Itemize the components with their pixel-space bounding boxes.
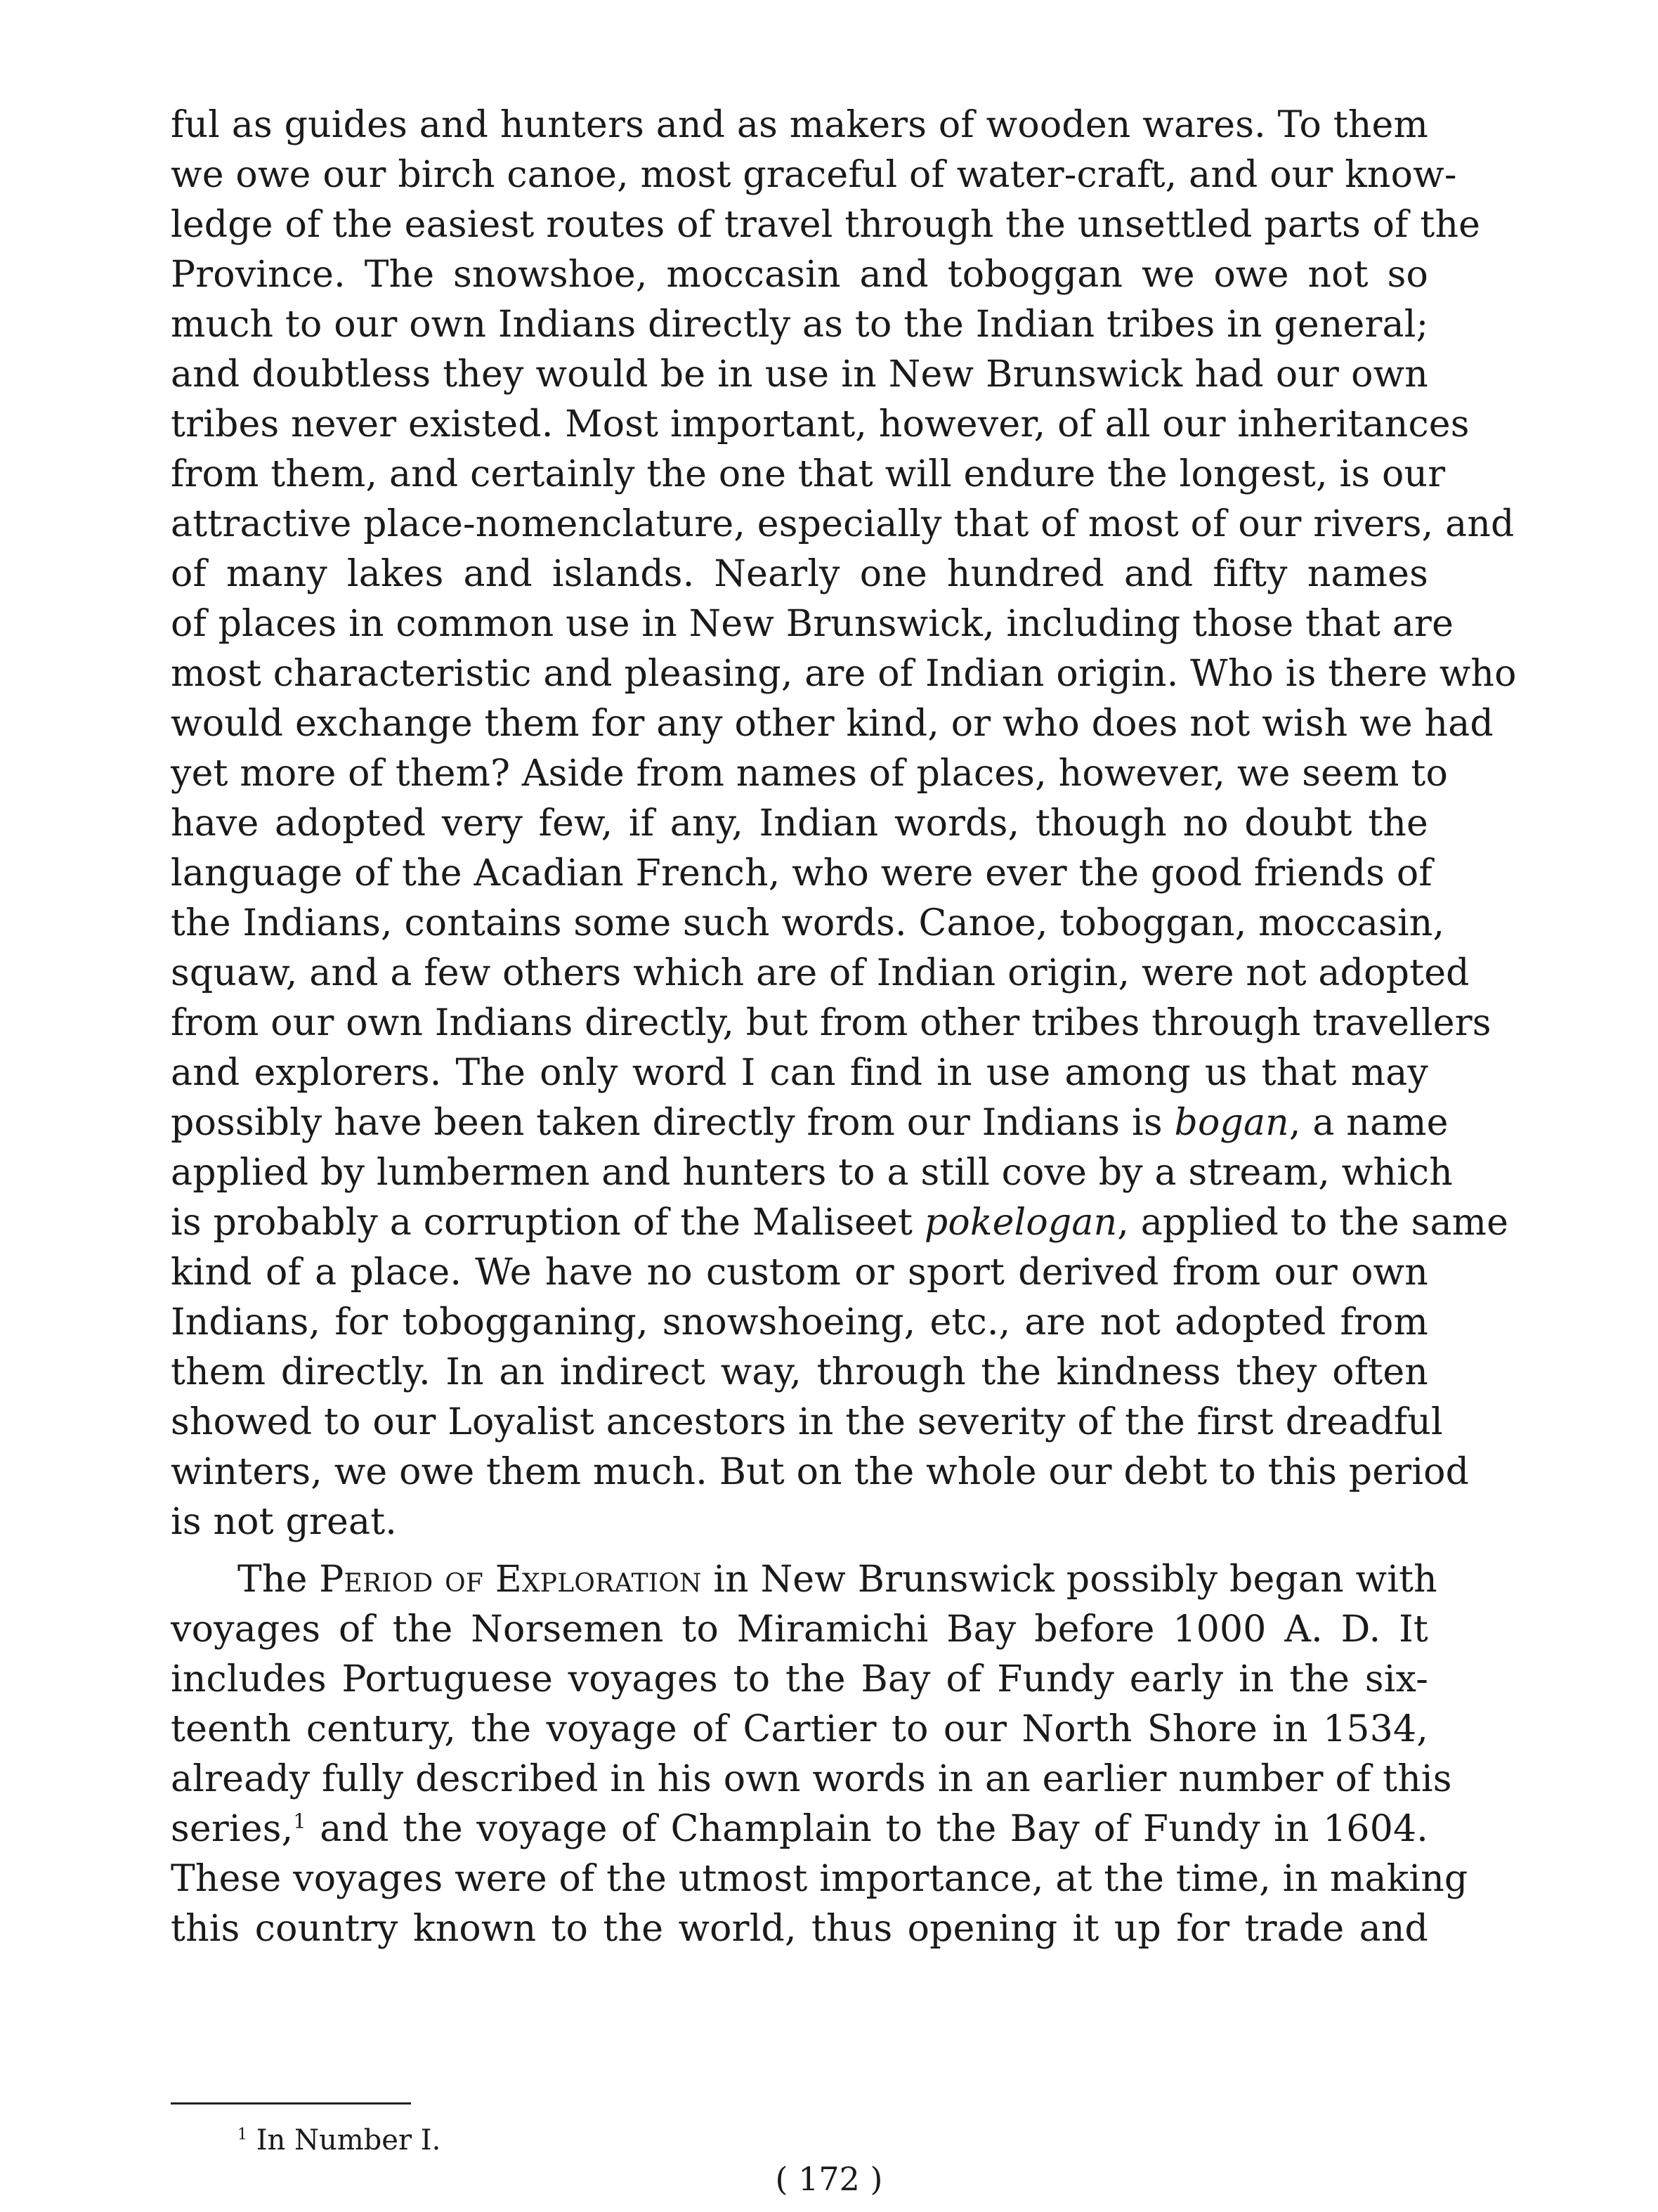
- text-line: them directly. In an indirect way, through the kindness they often: [171, 1351, 1428, 1393]
- italic-word: pokelogan: [924, 1202, 1118, 1244]
- text-line: from them, and certainly the one that will endure the longest, is our: [171, 453, 1446, 495]
- text-line: of many lakes and islands. Nearly one hundred and fifty names: [171, 553, 1428, 595]
- text-run: possibly have been taken directly from our Indians is: [171, 1102, 1175, 1144]
- footnote-marker: 1: [237, 2126, 247, 2144]
- section-term: Period of Exploration: [319, 1559, 702, 1601]
- text-line: voyages of the Norsemen to Miramichi Bay before 1000 A. D. It: [171, 1608, 1428, 1651]
- italic-word: bogan: [1174, 1102, 1289, 1144]
- text-line: winters, we owe them much. But on the whole our debt to this period: [171, 1451, 1470, 1493]
- paragraph-first-line: [237, 1554, 1437, 1605]
- text-run: is probably a corruption of the Maliseet: [171, 1202, 925, 1244]
- text-line: applied by lumbermen and hunters to a still cove by a stream, which: [171, 1152, 1453, 1194]
- text-line: from our own Indians directly, but from other tribes through travellers: [171, 1002, 1491, 1044]
- text-line: most characteristic and pleasing, are of Indian origin. Who is there who: [171, 653, 1517, 695]
- text-line: this country known to the world, thus opening it up for trade and: [171, 1908, 1428, 1950]
- text-line: teenth century, the voyage of Cartier to our North Shore in 1534,: [171, 1708, 1428, 1750]
- text-line: the Indians, contains some such words. Canoe, toboggan, moccasin,: [171, 902, 1445, 944]
- text-line: already fully described in his own words in an earlier number of this: [171, 1758, 1452, 1800]
- text-run: and the voyage of Champlain to the Bay of Fundy in 1604.: [306, 1808, 1428, 1850]
- text-line: These voyages were of the utmost importance, at the time, in making: [171, 1858, 1468, 1900]
- text-line: language of the Acadian French, who were ever the good friends of: [171, 852, 1432, 894]
- text-line: would exchange them for any other kind, or who does not wish we had: [171, 703, 1494, 745]
- text-line: Indians, for tobogganing, snowshoeing, etc., are not adopted from: [171, 1301, 1428, 1344]
- text-line: ledge of the easiest routes of travel through the unsettled parts of the: [171, 204, 1481, 246]
- text-line: yet more of them? Aside from names of places, however, we seem to: [171, 753, 1448, 795]
- text-line: much to our own Indians directly as to the Indian tribes in general;: [171, 304, 1429, 346]
- text-line: we owe our birch canoe, most graceful of water-craft, and our know-: [171, 154, 1457, 196]
- text-line: includes Portuguese voyages to the Bay of Fundy early in the six-: [171, 1658, 1428, 1700]
- text-run: in New Brunswick possibly began with: [701, 1559, 1437, 1601]
- text-line: showed to our Loyalist ancestors in the severity of the first dreadful: [171, 1401, 1443, 1443]
- page-number: ( 172 ): [775, 2160, 883, 2198]
- footnote-text: In Number I.: [247, 2124, 441, 2156]
- footnote-divider: [171, 2102, 411, 2104]
- text-line: [171, 1098, 1449, 1148]
- text-line: [171, 1804, 1428, 1854]
- text-line: attractive place-nomenclature, especially that of most of our rivers, and: [171, 503, 1515, 545]
- text-line: Province. The snowshoe, moccasin and toboggan we owe not so: [171, 254, 1428, 296]
- paragraph-last-line: is not great.: [171, 1501, 398, 1543]
- text-line: and explorers. The only word I can find in use among us that may: [171, 1052, 1428, 1094]
- text-run: , a name: [1288, 1102, 1449, 1144]
- text-run: , applied to the same: [1117, 1202, 1509, 1244]
- text-line: [171, 1197, 1509, 1248]
- text-line: and doubtless they would be in use in New Brunswick had our own: [171, 353, 1428, 396]
- footnote: [237, 2122, 440, 2159]
- text-line: squaw, and a few others which are of Indian origin, were not adopted: [171, 952, 1470, 994]
- footnote-reference: 1: [293, 1809, 306, 1833]
- text-line: ful as guides and hunters and as makers of wooden wares. To them: [171, 104, 1428, 146]
- text-run: series,: [171, 1808, 294, 1850]
- text-line: tribes never existed. Most important, however, of all our inheritances: [171, 403, 1470, 445]
- text-run: The: [237, 1559, 320, 1601]
- text-line: kind of a place. We have no custom or sport derived from our own: [171, 1251, 1428, 1294]
- text-line: have adopted very few, if any, Indian words, though no doubt the: [171, 802, 1428, 845]
- text-line: of places in common use in New Brunswick, including those that are: [171, 603, 1454, 645]
